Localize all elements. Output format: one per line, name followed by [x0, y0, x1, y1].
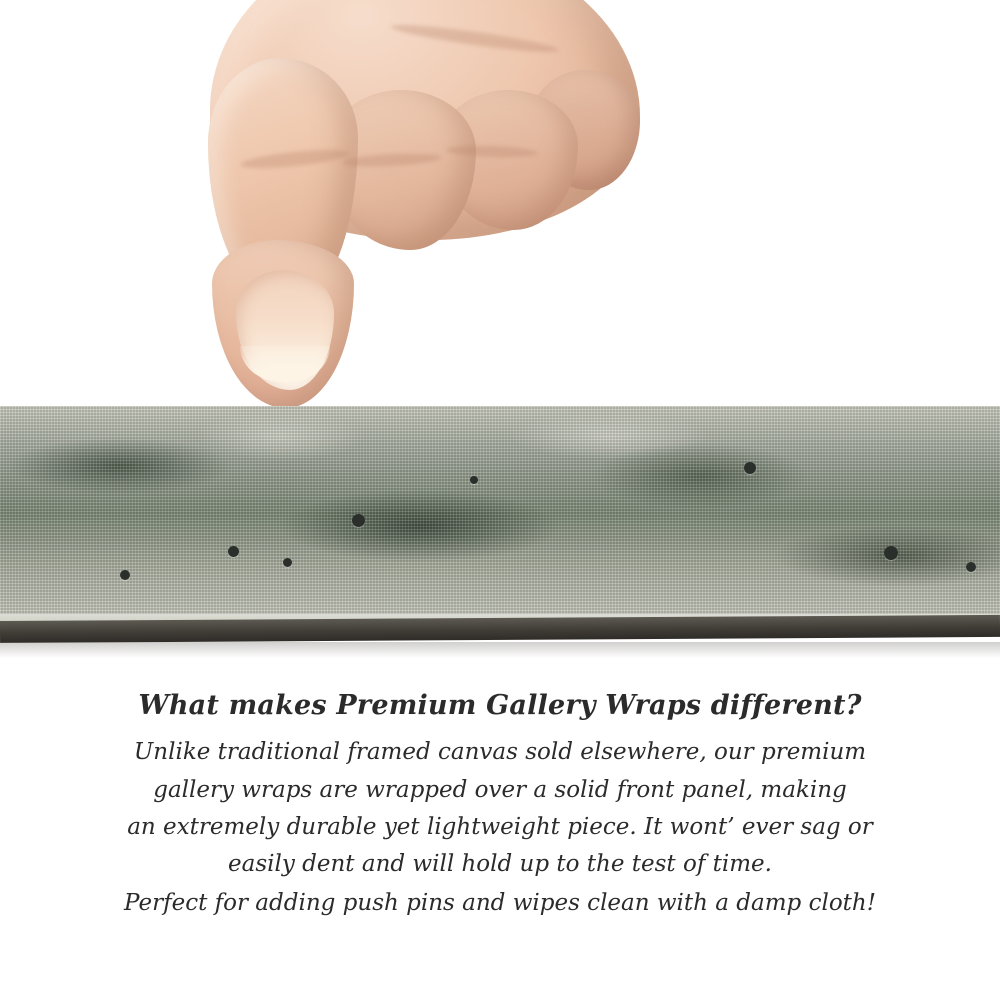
canvas-speck	[228, 546, 239, 557]
canvas-speck	[283, 558, 292, 567]
caption-final-line: Perfect for adding push pins and wipes clean with a damp cloth!	[124, 890, 876, 917]
canvas-speck	[884, 546, 898, 560]
canvas-weave-texture	[0, 406, 1000, 614]
caption-block	[0, 690, 1000, 923]
hand-illustration	[90, 0, 650, 420]
canvas-speck	[352, 514, 365, 527]
caption-line-4: easily dent and will hold up to the test of time.	[228, 851, 772, 878]
printed-canvas-surface	[0, 406, 1000, 614]
caption-line-1: Unlike traditional framed canvas sold elsewhere, our premium	[133, 739, 867, 766]
canvas-speck	[744, 462, 756, 474]
caption-heading: What makes Premium Gallery Wraps different?	[138, 690, 862, 721]
canvas-speck	[120, 570, 130, 580]
caption-body	[0, 734, 1000, 922]
gallery-wrap-edge	[0, 406, 1000, 660]
drop-shadow	[0, 642, 1000, 658]
canvas-speck	[966, 562, 976, 572]
canvas-speck	[470, 476, 478, 484]
caption-line-2: gallery wraps are wrapped over a solid front panel, making	[153, 776, 847, 803]
canvas-edge-dark-band	[0, 615, 1000, 643]
caption-line-3: an extremely durable yet lightweight piece. It wont’ ever sag or	[127, 813, 873, 840]
